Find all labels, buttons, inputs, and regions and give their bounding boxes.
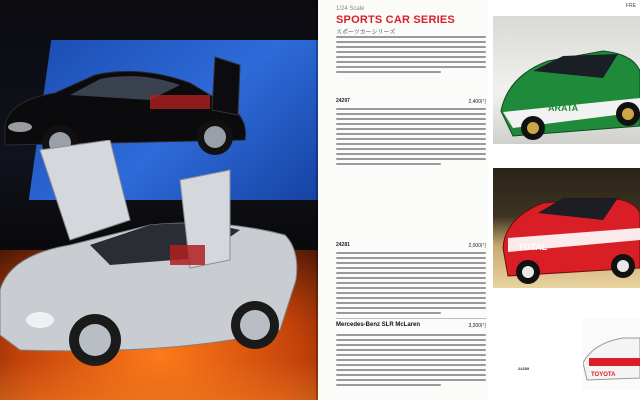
- item-description-2: [336, 252, 486, 317]
- item-price: 2,400円: [468, 99, 486, 105]
- silver-model-car-image: [0, 140, 300, 370]
- item-heading-2: [336, 242, 486, 248]
- item-price: 2,000円: [468, 243, 486, 249]
- item-name: Mercedes-Benz SLR McLaren: [336, 322, 421, 328]
- orange-base-reflection: [0, 360, 318, 400]
- series-title: SPORTS CAR SERIES: [336, 14, 455, 26]
- scale-label: 1/24 Scale: [336, 6, 365, 12]
- item-price: 3,200円: [468, 323, 486, 329]
- series-subtitle: スポーツカーシリーズ: [336, 30, 396, 36]
- catalog-text-page: [318, 0, 488, 400]
- intro-text-block: [336, 36, 486, 76]
- section-divider: [336, 318, 486, 319]
- green-car-decal: ARATA: [548, 103, 579, 113]
- item-code: 24281: [336, 242, 350, 248]
- caption-code: 24289: [518, 366, 530, 371]
- item-description-3: [336, 334, 486, 389]
- photo-caption: [518, 366, 529, 371]
- item-description-1: [336, 108, 486, 168]
- red-rally-car-photo: [493, 168, 640, 288]
- white-race-car-photo: [583, 318, 640, 390]
- red-car-decal: TOTAL: [518, 242, 548, 252]
- page-marker: FRE: [626, 3, 636, 9]
- item-heading-1: [336, 98, 486, 104]
- green-race-car-photo: [493, 16, 640, 144]
- item-code: 24297: [336, 98, 350, 104]
- right-photo-column: [488, 0, 640, 400]
- item-heading-3: [336, 322, 486, 328]
- left-photo-page: [0, 0, 318, 400]
- white-car-decal: TOYOTA: [591, 372, 616, 378]
